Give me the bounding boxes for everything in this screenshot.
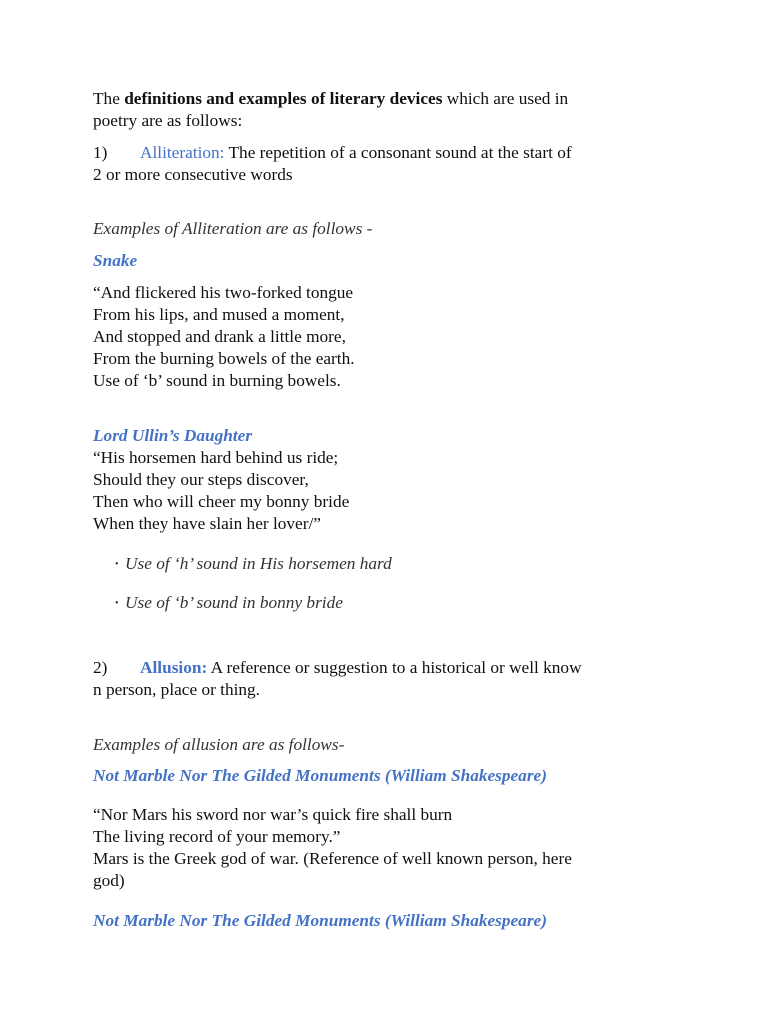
poem-line: “Nor Mars his sword nor war’s quick fire shall burn (93, 805, 453, 824)
poem-line: From the burning bowels of the earth. (93, 349, 355, 368)
poem-line: Mars is the Greek god of war. (Reference of well known person, here (93, 849, 572, 868)
allusion-term: Allusion: (140, 658, 208, 677)
list-item: • Use of ‘h’ sound in His horsemen hard (93, 553, 392, 578)
poem-line: Should they our steps discover, (93, 470, 309, 489)
alliteration-term: Alliteration (140, 143, 220, 162)
list-item: • Use of ‘b’ sound in bonny bride (93, 592, 392, 617)
definition-line-2: n person, place or thing. (93, 680, 261, 699)
poem-line: god) (93, 871, 125, 890)
bullet-icon: • (115, 559, 119, 570)
poem-line: When they have slain her lover/” (93, 514, 321, 533)
poem-title-snake: Snake (93, 251, 138, 270)
poem-line: Use of ‘b’ sound in burning bowels. (93, 371, 341, 390)
alliteration-bullet-list (93, 553, 392, 617)
intro-line-2: poetry are as follows: (93, 111, 243, 130)
poem-snake-lines (93, 282, 355, 392)
alliteration-definition (93, 142, 572, 186)
poem-title-not-marble: Not Marble Nor The Gilded Monuments (William Shakespeare) (93, 766, 547, 785)
item-number: 2) (93, 658, 108, 677)
poem-title-not-marble-2: Not Marble Nor The Gilded Monuments (William Shakespeare) (93, 911, 547, 930)
intro-suffix: which are used in (442, 89, 569, 108)
definition-line-1: The repetition of a consonant sound at the start of (224, 143, 572, 162)
allusion-definition (93, 657, 582, 701)
poem-not-marble-lines (93, 804, 572, 892)
poem-line: The living record of your memory.” (93, 827, 341, 846)
alliteration-examples-heading: Examples of Alliteration are as follows - (93, 219, 373, 238)
intro-prefix: The (93, 89, 125, 108)
allusion-examples-heading: Examples of allusion are as follows- (93, 735, 345, 754)
definition-line-2: 2 or more consecutive words (93, 165, 293, 184)
poem-lord-ullin-lines (93, 447, 349, 535)
poem-line: “And flickered his two-forked tongue (93, 283, 354, 302)
intro-bold-text: definitions and examples of literary devices (124, 89, 443, 108)
bullet-icon: • (115, 598, 119, 609)
intro-paragraph (93, 88, 568, 132)
poem-title-lord-ullin: Lord Ullin’s Daughter (93, 426, 253, 445)
definition-line-1: A reference or suggestion to a historical or well know (207, 658, 582, 677)
poem-line: From his lips, and mused a moment, (93, 305, 345, 324)
term-colon: : (219, 143, 225, 162)
poem-line: And stopped and drank a little more, (93, 327, 346, 346)
poem-line: “His horsemen hard behind us ride; (93, 448, 339, 467)
poem-line: Then who will cheer my bonny bride (93, 492, 350, 511)
item-number: 1) (93, 143, 108, 162)
